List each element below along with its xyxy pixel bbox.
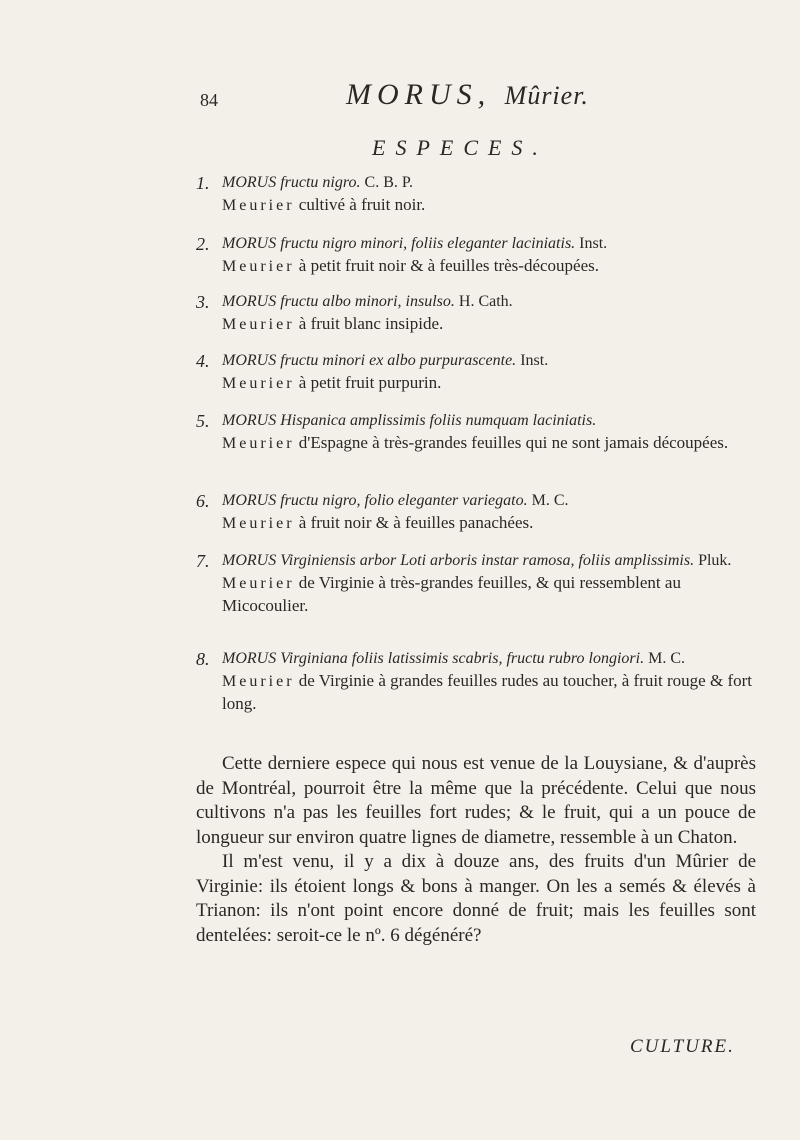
authority: Pluk.	[698, 552, 732, 569]
page-number: 84	[200, 90, 218, 110]
french-name	[222, 255, 756, 278]
species-entry-4	[196, 350, 756, 395]
entry-number: 2.	[196, 234, 210, 254]
head-word: Meurier	[222, 258, 295, 275]
species-entry-2	[196, 233, 756, 278]
french-text: à fruit blanc insipide.	[298, 314, 444, 333]
latin-name	[222, 172, 756, 194]
latin-text: MORUS Virginiana foliis latissimis scabris, fructu rubro longiori.	[222, 650, 645, 667]
head-word: Meurier	[222, 435, 295, 452]
french-name	[222, 313, 756, 336]
entry-number: 8.	[196, 649, 210, 669]
authority: Inst.	[520, 352, 549, 369]
french-text: cultivé à fruit noir.	[298, 195, 426, 214]
authority: M. C.	[531, 492, 569, 509]
entry-number: 4.	[196, 351, 210, 371]
latin-text: MORUS fructu albo minori, insulso.	[222, 293, 455, 310]
latin-text: MORUS fructu nigro.	[222, 174, 361, 191]
latin-name	[222, 410, 756, 432]
french-name	[222, 372, 756, 395]
latin-name	[222, 350, 756, 372]
paragraph-2: Il m'est venu, il y a dix à douze ans, des fruits d'un Mûrier de Virginie: ils étoient longs & bons à manger. On les a semés & élevés à Trianon: ils n'ont point encore donné de fruit; mais les feuilles sont dentelées: seroit-ce le nº. 6 dégénéré?	[196, 851, 756, 946]
species-entry-6	[196, 490, 756, 535]
latin-text: MORUS Hispanica amplissimis foliis numquam laciniatis.	[222, 412, 597, 429]
french-text: de Virginie à très-grandes feuilles, & qui ressemblent au Micocoulier.	[222, 573, 681, 615]
entry-number: 7.	[196, 551, 210, 571]
french-name	[222, 670, 756, 715]
authority: H. Cath.	[458, 293, 513, 310]
authority: C. B. P.	[364, 174, 413, 191]
french-name	[222, 432, 756, 455]
french-text: à fruit noir & à feuilles panachées.	[298, 513, 534, 532]
species-entry-7	[196, 550, 756, 617]
french-text: à petit fruit purpurin.	[298, 373, 442, 392]
head-word: Meurier	[222, 316, 295, 333]
head-word: Meurier	[222, 197, 295, 214]
latin-name	[222, 291, 756, 313]
species-entry-5	[196, 410, 756, 455]
latin-name	[222, 648, 756, 670]
latin-name	[222, 233, 756, 255]
species-entry-8	[196, 648, 756, 715]
page-header	[200, 78, 720, 122]
entry-number: 3.	[196, 292, 210, 312]
head-word: Meurier	[222, 673, 295, 690]
latin-text: MORUS fructu minori ex albo purpurascente.	[222, 352, 517, 369]
french-text: d'Espagne à très-grandes feuilles qui ne sont jamais découpées.	[298, 433, 729, 452]
latin-name	[222, 550, 756, 572]
paragraph-1: Cette derniere espece qui nous est venue de la Louysiane, & d'auprès de Montréal, pourroit être la même que la précédente. Celui que nous cultivons n'a pas les feuilles fort rudes; & le fruit, qui a un pouce de longueur sur environ quatre lignes de diametre, ressemble à un Chaton.	[196, 753, 756, 848]
french-text: à petit fruit noir & à feuilles très-découpées.	[298, 256, 600, 275]
latin-name	[222, 490, 756, 512]
entry-number: 1.	[196, 173, 210, 193]
head-word: Meurier	[222, 375, 295, 392]
commentary	[196, 752, 756, 948]
latin-text: MORUS Virginiensis arbor Loti arboris instar ramosa, foliis amplissimis.	[222, 552, 695, 569]
head-word: Meurier	[222, 515, 295, 532]
authority: M. C.	[648, 650, 686, 667]
entry-number: 5.	[196, 411, 210, 431]
french-name	[222, 194, 756, 217]
latin-text: MORUS fructu nigro, folio eleganter variegato.	[222, 492, 528, 509]
french-text: de Virginie à grandes feuilles rudes au toucher, à fruit rouge & fort long.	[222, 671, 752, 713]
entry-number: 6.	[196, 491, 210, 511]
french-name	[222, 512, 756, 535]
french-name	[222, 572, 756, 617]
section-title: ESPECES.	[372, 135, 548, 160]
authority: Inst.	[579, 235, 608, 252]
head-word: Meurier	[222, 575, 295, 592]
species-entry-3	[196, 291, 756, 336]
running-title	[346, 78, 589, 112]
catchword: CULTURE.	[630, 1036, 735, 1057]
running-title-main: MORUS,	[346, 78, 492, 111]
running-title-sub: Mûrier.	[504, 81, 589, 110]
species-entry-1	[196, 172, 756, 217]
latin-text: MORUS fructu nigro minori, foliis eleganter laciniatis.	[222, 235, 576, 252]
